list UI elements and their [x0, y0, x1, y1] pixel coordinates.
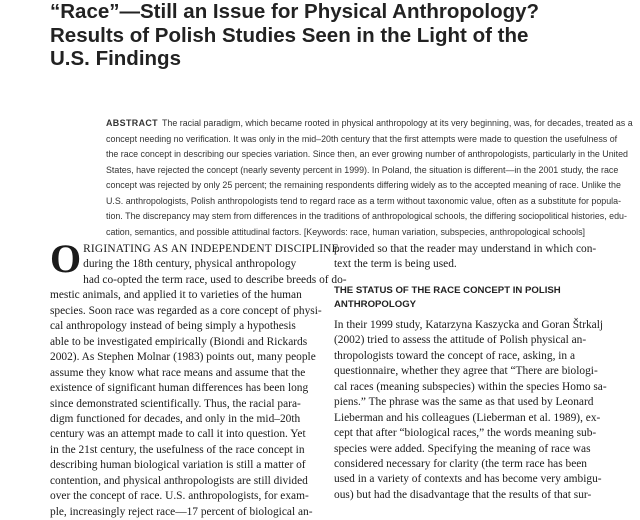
body-line: cept that after “biological races,” the words meaning sub- — [334, 427, 597, 440]
abstract-line: States, have rejected the concept (nearly seventy percent in 1999). In Poland, the situation is different—in the 2001 study, the race — [106, 164, 619, 175]
body-line: species. Soon race was regarded as a core concept of physi- — [50, 304, 322, 317]
body-column-left — [50, 236, 347, 520]
body-line: thropologists toward the concept of race, asking, in a — [334, 349, 576, 362]
body-line: text the term is being used. — [334, 258, 457, 271]
abstract-line: tion. The discrepancy may stem from differences in the traditions of anthropological schools, the differing sociopolitical histories, edu- — [106, 211, 627, 221]
body-column-right — [334, 242, 620, 503]
body-line: in the 21st century, the usefulness of the race concept in — [50, 443, 305, 456]
body-line: 2002). As Stephen Molnar (1983) points out, many people — [50, 351, 316, 364]
title-line: Results of Polish Studies Seen in the Light of the — [50, 23, 529, 47]
abstract-text: The racial paradigm, which became rooted in physical anthropology at its very beginning, was, for decades, treated as a — [162, 118, 633, 128]
body-line: describing human biological variation is still a matter of — [50, 459, 306, 472]
body-line: RIGINATING AS AN INDEPENDENT DISCIPLINE — [83, 243, 339, 255]
section-heading: THE STATUS OF THE RACE CONCEPT IN POLISH — [334, 284, 561, 296]
abstract-line — [106, 116, 633, 132]
body-line: had co-opted the term race, used to describe breeds of do- — [83, 273, 347, 286]
body-line: cal anthropology instead of being simply a hypothesis — [50, 320, 296, 333]
body-line: century was an attempt made to call it into question. Yet — [50, 428, 306, 441]
abstract-block — [106, 116, 633, 240]
title-line: U.S. Findings — [50, 47, 181, 70]
spacer — [334, 273, 620, 284]
body-line: able to be investigated empirically (Biondi and Rickards — [50, 335, 308, 348]
body-line: mestic animals, and applied it to varieties of the human — [50, 289, 302, 302]
body-line: questionnaire, whether they agree that “There are biologi- — [334, 365, 598, 378]
body-line: during the 18th century, physical anthropology — [83, 258, 297, 271]
abstract-line: concept needing no verification. It was only in the mid–20th century that the first attempts were made to question the usefulness of — [106, 133, 618, 144]
body-line: assume they know what race means and assume that the — [50, 366, 306, 379]
body-line: since demonstrated scientifically. Thus, the racial para- — [50, 397, 301, 410]
body-line: used in a variety of contexts and has become very ambigu- — [334, 473, 602, 486]
body-line: ple, increasingly reject race—17 percent of biological an- — [50, 505, 313, 518]
abstract-label: ABSTRACT — [106, 118, 159, 128]
body-line: In their 1999 study, Katarzyna Kaszycka and Goran Štrkalj — [334, 318, 604, 331]
body-line: provided so that the reader may understand in which con- — [334, 243, 597, 255]
body-line: ous) but had the disadvantage that the results of that sur- — [334, 488, 592, 501]
body-line: digm functioned for decades, and only in the mid–20th — [50, 412, 301, 425]
article-title — [50, 0, 630, 71]
drop-cap: O — [50, 236, 82, 281]
body-line: existence of significant human differences has been long — [50, 382, 309, 395]
section-heading: ANTHROPOLOGY — [334, 298, 417, 310]
abstract-line: concept was rejected by only 25 percent; the remaining respondents differing widely as to the accepted meaning of race. Unlike the — [106, 180, 621, 190]
body-line: considered necessary for clarity (the term race has been — [334, 457, 587, 470]
body-line: (2002) tried to assess the attitude of Polish physical an- — [334, 334, 587, 347]
abstract-line: the race concept in describing our species variation. Since then, an ever growing number of anthropologists, particularly in the United — [106, 149, 628, 159]
abstract-line: U.S. anthropologists, Polish anthropologists tend to regard race as a term without taxonomic value, often as a substitute for popula- — [106, 195, 622, 206]
body-line: species were added. Specifying the meaning of race was — [334, 442, 591, 455]
body-line: Lieberman and his colleagues (Lieberman et al. 1989), ex- — [334, 411, 601, 424]
title-line: “Race”—Still an Issue for Physical Anthropology? — [50, 0, 540, 23]
abstract-line: cation, semantics, and possible attitudinal factors. [Keywords: race, human variation, subspecies, anthropological schools] — [106, 226, 586, 237]
body-line: contention, and physical anthropologists are still divided — [50, 474, 308, 487]
body-line: cal races (meaning subspecies) within the species Homo sa- — [334, 380, 607, 393]
body-line: piens.” The phrase was the same as that used by Leonard — [334, 396, 594, 409]
body-line: over the concept of race. U.S. anthropologists, for exam- — [50, 490, 309, 503]
